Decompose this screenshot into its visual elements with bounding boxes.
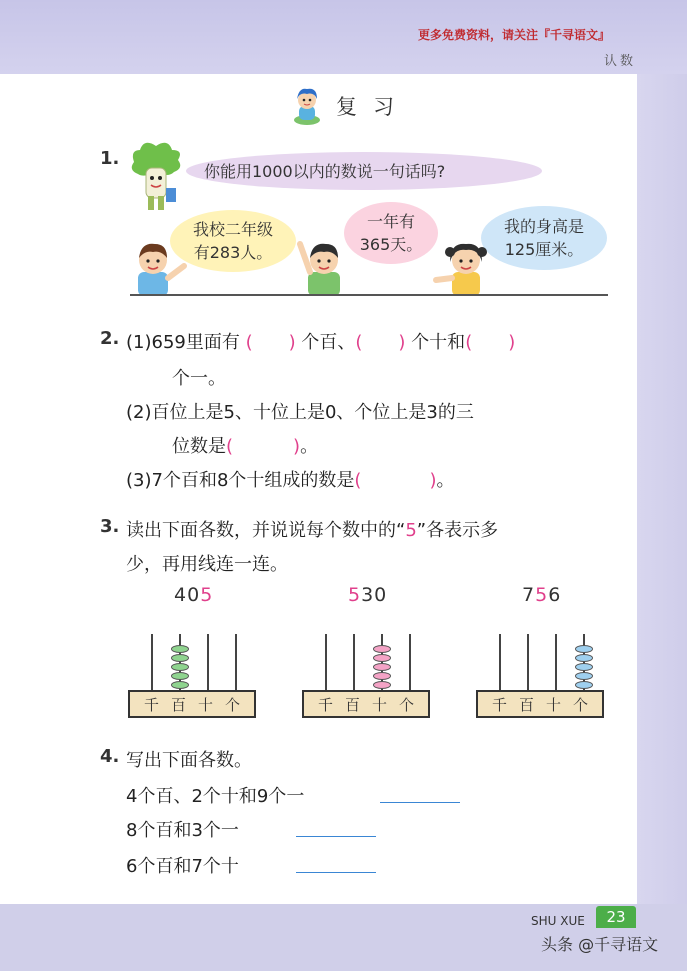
abacus-bead <box>575 654 593 662</box>
abacus-1-label-shi: 十 <box>197 695 213 714</box>
ground-line <box>130 294 608 296</box>
page-title: 复习 <box>336 95 410 119</box>
q2-p1-text-d: 个一。 <box>172 368 226 389</box>
speech-bubble-2 <box>344 202 438 264</box>
abacus-1-rod-thousands <box>151 634 153 692</box>
q2-p3-text-a: (3)7个百和8个十组成的数是 <box>126 470 355 491</box>
girl-icon <box>432 234 496 296</box>
abacus-1-base <box>128 690 256 718</box>
q2-p3-text-b: 。 <box>436 470 455 491</box>
abacus-3-rod-thousands <box>499 634 501 692</box>
abacus-bead <box>373 645 391 653</box>
boy-2-icon <box>294 232 358 296</box>
q3-n2-five: 5 <box>348 584 362 606</box>
bubble-1-line2: 有283人。 <box>193 243 273 262</box>
abacus-2-rod-thousands <box>325 634 327 692</box>
abacus-3-rod-hundreds <box>527 634 529 692</box>
q3-number-756 <box>522 584 561 606</box>
q1-question-bubble <box>186 152 542 190</box>
abacus-bead <box>373 672 391 680</box>
bubble-3-line2: 125厘米。 <box>504 240 584 259</box>
abacus-2-label-bai: 百 <box>344 695 360 714</box>
bubble-3-line1: 我的身高是 <box>503 217 584 236</box>
abacus-3-label-ge: 个 <box>572 695 588 714</box>
q3-line1 <box>126 516 498 542</box>
abacus-bead <box>373 654 391 662</box>
abacus-2-rod-ones <box>409 634 411 692</box>
q2-p2-text-c: 。 <box>300 436 319 457</box>
abacus-2-rod-hundreds <box>353 634 355 692</box>
q3-n3-post: 6 <box>548 584 562 606</box>
abacus-1-rod-ones <box>235 634 237 692</box>
abacus-2-base <box>302 690 430 718</box>
q2-part3 <box>126 466 454 492</box>
right-margin-band <box>637 74 687 904</box>
abacus-bead <box>171 672 189 680</box>
watermark-text: 头条 @千寻语文 <box>541 935 659 954</box>
vegetable-mascot-icon <box>126 138 186 218</box>
q2-p1-blank2-close: ) <box>398 332 406 353</box>
footer-subject-label: SHU XUE <box>531 914 585 928</box>
q2-p2-blank-open: ( <box>226 436 234 457</box>
q2-p2-text-a: (2)百位上是5、十位上是0、个位上是3的三 <box>126 402 474 423</box>
q4-item-3: 6个百和7个十 <box>126 856 239 877</box>
q2-part1-line1 <box>126 328 515 354</box>
q2-p1-text-c: 个十和 <box>411 332 466 353</box>
section-title <box>290 86 410 126</box>
bubble-1-line1: 我校二年级 <box>192 220 273 239</box>
q4-title: 写出下面各数。 <box>126 750 252 771</box>
q3-n3-five: 5 <box>535 584 549 606</box>
q2-p3-blank-close: ) <box>429 470 437 491</box>
q4-item-2: 8个百和3个一 <box>126 820 239 841</box>
q3-number: 3. <box>100 516 120 537</box>
abacus-bead <box>575 672 593 680</box>
abacus-bead <box>373 663 391 671</box>
abacus-1-label-ge: 个 <box>224 695 240 714</box>
abacus-2 <box>302 634 434 724</box>
abacus-bead <box>171 654 189 662</box>
abacus-3-label-bai: 百 <box>518 695 534 714</box>
abacus-bead <box>373 681 391 689</box>
abacus-bead <box>171 681 189 689</box>
q2-p1-text-a: (1)659里面有 <box>126 332 240 353</box>
speech-bubble-3 <box>481 206 607 270</box>
q2-part2-line2 <box>172 432 318 458</box>
q3-n1-five: 5 <box>200 584 214 606</box>
q3-number-530 <box>348 584 387 606</box>
abacus-3-label-shi: 十 <box>545 695 561 714</box>
q3-line2: 少，再用线连一连。 <box>126 554 288 575</box>
q2-p1-blank3-close: ) <box>508 332 516 353</box>
abacus-bead <box>575 681 593 689</box>
abacus-1 <box>128 634 260 724</box>
abacus-bead <box>171 645 189 653</box>
q2-p1-blank1-close: ) <box>288 332 296 353</box>
abacus-bead <box>575 645 593 653</box>
boy-1-icon <box>128 238 192 296</box>
abacus-1-label-bai: 百 <box>170 695 186 714</box>
abacus-1-label-qian: 千 <box>143 695 159 714</box>
q3-n1-pre: 40 <box>174 584 201 606</box>
q2-p2-text-b: 位数是 <box>172 436 226 457</box>
q4-answer-line-3[interactable] <box>296 872 376 873</box>
q3-n2-post: 30 <box>361 584 388 606</box>
q2-p1-text-b: 个百、 <box>301 332 356 353</box>
q3-line1-five: 5 <box>405 520 417 541</box>
q4-answer-line-2[interactable] <box>296 836 376 837</box>
q2-p1-blank1-open: ( <box>245 332 253 353</box>
q3-line1-c: ”各表示多 <box>416 520 499 541</box>
q2-p2-blank-close: ) <box>293 436 301 457</box>
q1-number: 1. <box>100 148 120 169</box>
abacus-3-base <box>476 690 604 718</box>
abacus-2-label-ge: 个 <box>398 695 414 714</box>
q2-p1-blank2-open: ( <box>355 332 363 353</box>
q4-number: 4. <box>100 746 120 767</box>
bubble-2-line2: 365天。 <box>359 235 423 254</box>
q4-answer-line-1[interactable] <box>380 802 460 803</box>
page-number: 23 <box>596 906 636 928</box>
q2-p1-blank3-open: ( <box>465 332 473 353</box>
abacus-2-label-shi: 十 <box>371 695 387 714</box>
q2-number: 2. <box>100 328 120 349</box>
abacus-2-label-qian: 千 <box>317 695 333 714</box>
abacus-3-rod-tens <box>555 634 557 692</box>
abacus-1-rod-tens <box>207 634 209 692</box>
abacus-bead <box>171 663 189 671</box>
q1-question-text: 你能用1000以内的数说一句话吗? <box>204 161 446 181</box>
q3-n3-pre: 7 <box>522 584 536 606</box>
abacus-3 <box>476 634 608 724</box>
chapter-label: 认数 <box>604 54 637 69</box>
q2-p3-blank-open: ( <box>354 470 362 491</box>
bubble-2-line1: 一年有 <box>366 212 415 231</box>
q4-item-1: 4个百、2个十和9个一 <box>126 786 305 807</box>
q3-line1-a: 读出下面各数，并说说每个数中的“ <box>126 520 406 541</box>
abacus-bead <box>575 663 593 671</box>
abacus-3-label-qian: 千 <box>491 695 507 714</box>
q3-number-405 <box>174 584 213 606</box>
promo-text: 更多免费资料，请关注『千寻语文』 <box>418 28 611 42</box>
girl-mascot-icon <box>290 86 324 126</box>
